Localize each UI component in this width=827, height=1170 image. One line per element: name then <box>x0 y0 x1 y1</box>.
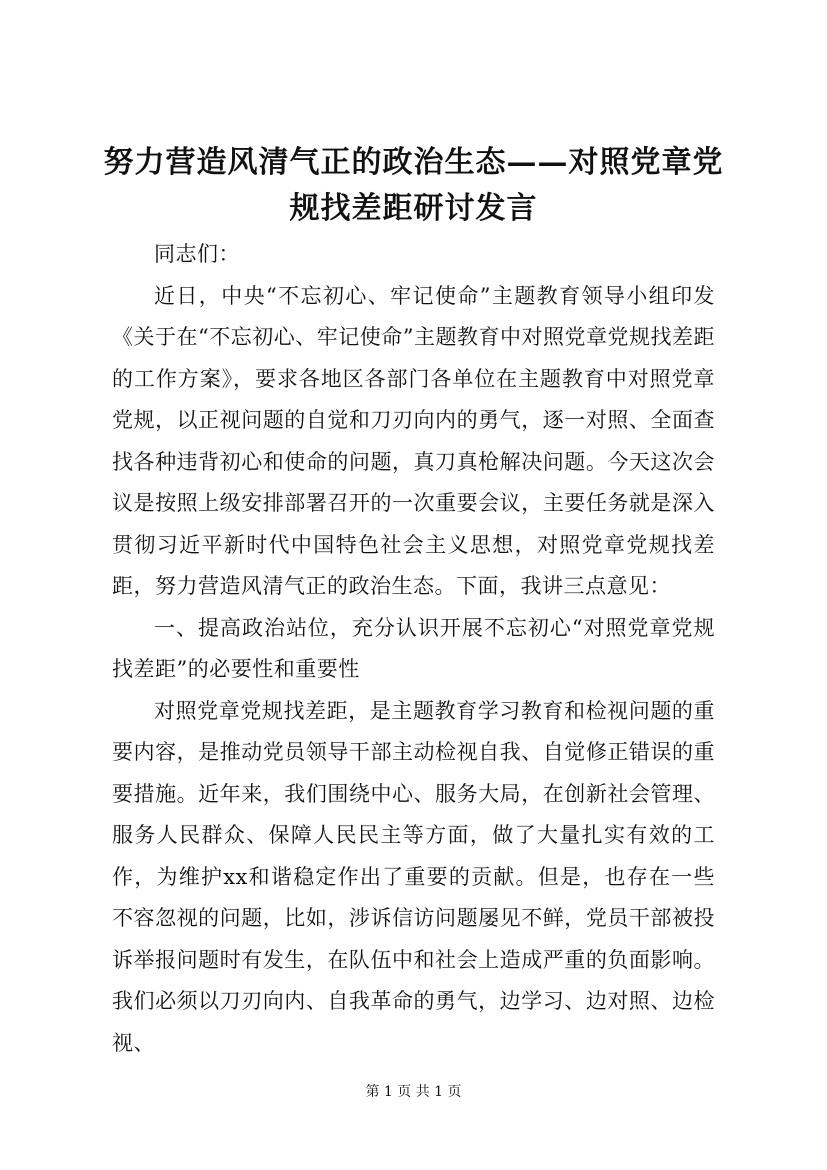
salutation: 同志们： <box>154 242 240 266</box>
paragraph-intro: 近日，中央“不忘初心、牢记使命”主题教育领导小组印发《关于在“不忘初心、牢记使命”主题教育中对照党章党规找差距的工作方案》，要求各地区各部门各单位在主题教育中对照党章党规，以正视问题的自觉和刀刃向内的勇气，逐一对照、全面查找各种违背初心和使命的问题，真刀真枪解决问题。今天这次会议是按照上级安排部署召开的一次重要会议，主要任务就是深入贯彻习近平新时代中国特色社会主义思想，对照党章党规找差距，努力营造风清气正的政治生态。下面，我讲三点意见： <box>112 283 715 598</box>
document-title: 努力营造风清气正的政治生态——对照党章党规找差距研讨发言 <box>103 145 724 226</box>
document-body <box>112 234 715 1064</box>
page-footer: 第 1 页 共 1 页 <box>365 1084 462 1100</box>
section-heading-1: 一、提高政治站位，充分认识开展不忘初心“对照党章党规找差距”的必要性和重要性 <box>112 615 715 681</box>
paragraph-section-1: 对照党章党规找差距，是主题教育学习教育和检视问题的重要内容，是推动党员领导干部主动检视自我、自觉修正错误的重要措施。近年来，我们围绕中心、服务大局，在创新社会管理、服务人民群众、保障人民民主等方面，做了大量扎实有效的工作，为维护xx和谐稳定作出了重要的贡献。但是，也存在一些不容忽视的问题，比如，涉诉信访问题屡见不鲜，党员干部被投诉举报问题时有发生，在队伍中和社会上造成严重的负面影响。我们必须以刀刃向内、自我革命的勇气，边学习、边对照、边检视、 <box>112 698 715 1055</box>
